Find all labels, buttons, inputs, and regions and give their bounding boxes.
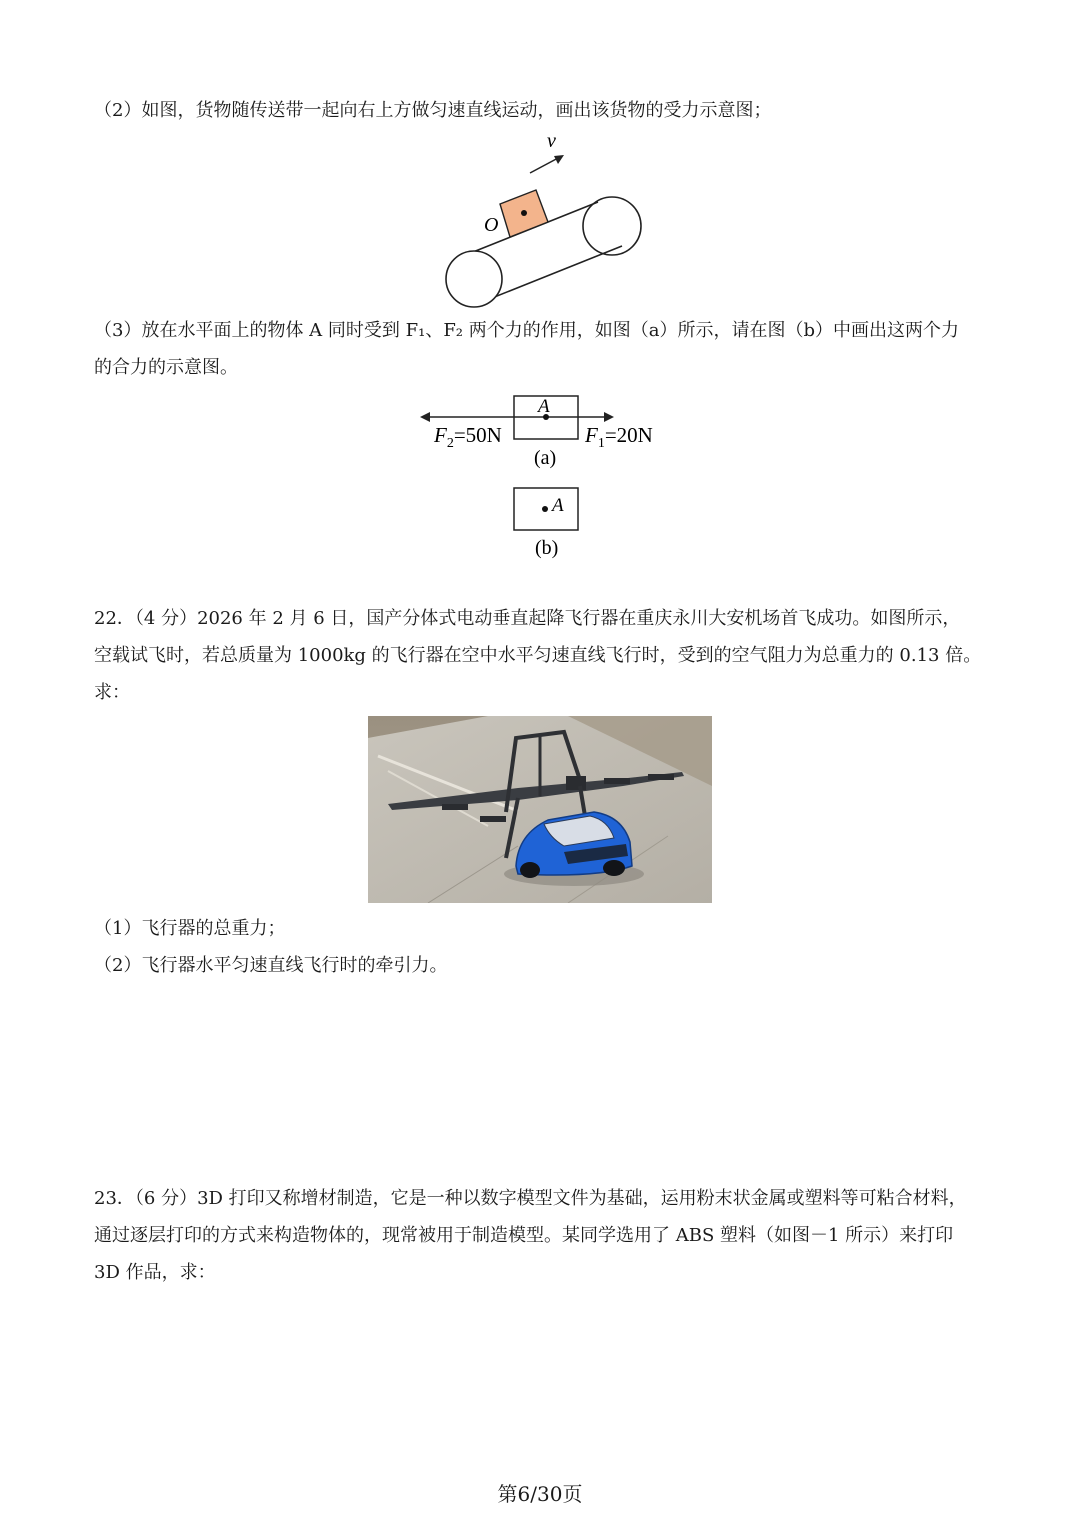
force-f2-label: $F_2=50N$ xyxy=(434,423,502,451)
rotor-pod-2 xyxy=(480,816,506,822)
q21-part3-text xyxy=(94,312,994,386)
car-wheel-rear xyxy=(520,862,540,878)
q21-part2-text: （2）如图，货物随传送带一起向右上方做匀速直线运动，画出该货物的受力示意图； xyxy=(94,100,772,121)
q21-part3-line2: 的合力的示意图。 xyxy=(94,357,238,378)
q22-line2: 空载试飞时，若总质量为 1000kg 的飞行器在空中水平匀速直线飞行时，受到的空气阻力为总重力的 0.13 倍。 xyxy=(94,645,982,666)
cargo-center-dot xyxy=(521,210,527,216)
q22-sub2: （2）飞行器水平匀速直线飞行时的牵引力。 xyxy=(94,955,448,976)
force-f2-arrow-head xyxy=(420,412,430,422)
q21-part3-line1: （3）放在水平面上的物体 A 同时受到 F₁、F₂ 两个力的作用，如图（a）所示，请在图（b）中画出这两个力 xyxy=(94,320,959,341)
rotor-pod-3 xyxy=(604,778,630,784)
q23-text xyxy=(94,1180,994,1291)
rotor-pod-1 xyxy=(442,804,468,810)
force-f1-label: $F_1=20N$ xyxy=(585,423,653,451)
q23-line2: 通过逐层打印的方式来构造物体的，现常被用于制造模型。某同学选用了 ABS 塑料（如图－1 所示）来打印 xyxy=(94,1225,954,1246)
q22-sub1: （1）飞行器的总重力； xyxy=(94,918,286,939)
velocity-arrow xyxy=(530,157,560,173)
belt-pulley-left xyxy=(446,251,502,307)
rotor-pod-5 xyxy=(566,776,586,790)
q22-subquestions xyxy=(94,910,994,984)
flying-car-photo xyxy=(368,716,712,903)
velocity-label: v xyxy=(547,130,556,152)
q22-text xyxy=(94,600,994,711)
rotor-pod-4 xyxy=(648,774,674,780)
figure-a-caption: (a) xyxy=(534,447,557,469)
q22-line1: 22．（4 分）2026 年 2 月 6 日，国产分体式电动垂直起降飞行器在重庆永川大安机场首飞成功。如图所示， xyxy=(94,608,961,629)
q23-line1: 23．（6 分）3D 打印又称增材制造，它是一种以数字模型文件为基础，运用粉末状金属或塑料等可粘合材料， xyxy=(94,1188,967,1209)
force-f1-arrow-head xyxy=(604,412,614,422)
point-o-label: O xyxy=(484,214,499,236)
figure-b-caption: (b) xyxy=(535,537,559,559)
force-figure-b xyxy=(505,484,595,564)
object-a-label: A xyxy=(538,396,550,417)
conveyor-belt-figure xyxy=(430,120,670,310)
page-number: 第6/30页 xyxy=(497,1482,583,1506)
object-b-center-dot xyxy=(542,506,548,512)
belt-bottom-edge xyxy=(482,246,622,302)
car-wheel-front xyxy=(603,860,625,876)
belt-pulley-right xyxy=(583,197,641,255)
q22-line3: 求： xyxy=(94,682,130,703)
force-figure-a xyxy=(410,392,680,472)
q23-line3: 3D 作品，求： xyxy=(94,1262,216,1283)
object-b-label: A xyxy=(552,495,564,516)
